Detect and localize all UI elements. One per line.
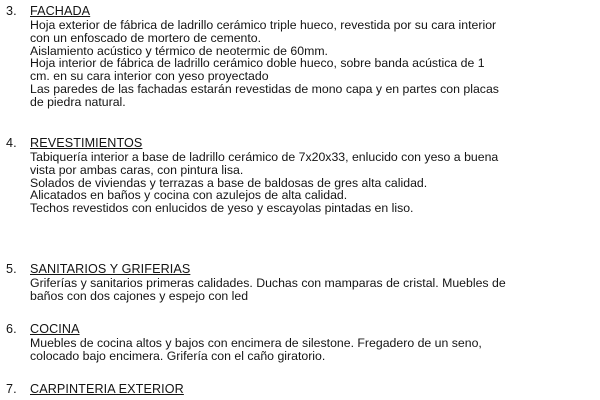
section-heading <box>6 4 596 19</box>
body-line: cm. en su cara interior con yeso proyectado <box>30 69 269 84</box>
body-line: colocado bajo encimera. Grifería con el caño giratorio. <box>30 348 326 363</box>
section-number: 6. <box>6 322 17 336</box>
section-number: 3. <box>6 4 17 18</box>
section-heading <box>6 382 596 397</box>
body-line: Hoja interior de fábrica de ladrillo cerámico doble hueco, sobre banda acústica de 1 <box>30 56 485 71</box>
body-line: Aislamiento acústico y térmico de neotermic de 60mm. <box>30 43 328 58</box>
section-title: SANITARIOS Y GRIFERIAS <box>30 262 191 276</box>
body-line: baños con dos cajones y espejo con led <box>30 288 249 303</box>
body-line: de piedra natural. <box>30 94 126 109</box>
section-body <box>30 277 596 303</box>
section-number: 7. <box>6 382 17 396</box>
section-body <box>30 151 596 215</box>
body-line: Tabiquería interior a base de ladrillo cerámico de 7x20x33, enlucido con yeso a buena <box>30 150 499 164</box>
body-line: Alicatados en baños y cocina con azulejos de alta calidad. <box>30 188 348 203</box>
body-line: Griferías y sanitarios primeras calidades. Duchas con mamparas de cristal. Muebles de <box>30 276 506 290</box>
section-number: 5. <box>6 262 17 276</box>
section-cocina <box>6 322 596 363</box>
section-title: FACHADA <box>30 4 91 18</box>
section-carpinteria-exterior <box>6 382 596 397</box>
body-line: Las paredes de las fachadas estarán revestidas de mono capa y en partes con placas <box>30 81 499 96</box>
section-title: CARPINTERIA EXTERIOR <box>30 382 184 396</box>
section-heading <box>6 322 596 337</box>
body-line: Muebles de cocina altos y bajos con encimera de silestone. Fregadero de un seno, <box>30 336 482 350</box>
section-body <box>30 19 596 109</box>
body-line: Hoja exterior de fábrica de ladrillo cerámico triple hueco, revestida por su cara interior <box>30 18 497 32</box>
section-title: REVESTIMIENTOS <box>30 136 143 150</box>
body-line: Solados de viviendas y terrazas a base de baldosas de gres alta calidad. <box>30 175 428 190</box>
body-line: con un enfoscado de mortero de cemento. <box>30 30 262 45</box>
section-number: 4. <box>6 136 17 150</box>
section-title: COCINA <box>30 322 80 336</box>
section-revestimientos <box>6 136 596 215</box>
section-fachada <box>6 4 596 109</box>
body-line: vista por ambas caras, con pintura lisa. <box>30 162 244 177</box>
section-body <box>30 337 596 363</box>
section-heading <box>6 262 596 277</box>
body-line: Techos revestidos con enlucidos de yeso y escayolas pintadas en liso. <box>30 201 414 216</box>
section-sanitarios-griferias <box>6 262 596 303</box>
section-heading <box>6 136 596 151</box>
